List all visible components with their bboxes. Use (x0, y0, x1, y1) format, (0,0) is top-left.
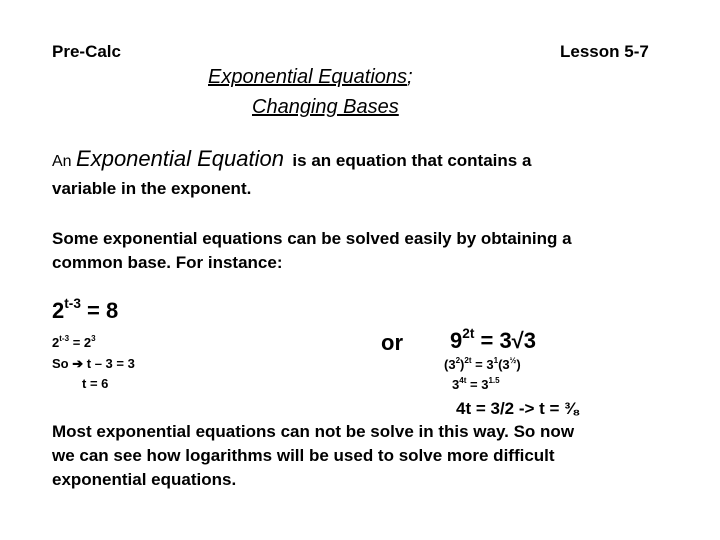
title-line2: Changing Bases (252, 96, 399, 118)
example1-eq-exponent: t-3 (64, 295, 81, 311)
example2-step2-b: = 3 (466, 377, 489, 392)
example2-step1-d: (3 (498, 357, 510, 372)
example2-step1-b-exp: 2t (464, 355, 472, 365)
example2-step1-c-exp: 1 (493, 355, 499, 365)
example1-step1-base: 2 (52, 335, 60, 350)
example1-eq-base: 2 (52, 298, 65, 323)
example2-eq-rest: = 3√3 (474, 328, 536, 353)
example1-step2-so: So (52, 356, 73, 371)
example2-step2 (452, 377, 500, 392)
example2-step1-e: ) (516, 357, 521, 372)
title-line1 (208, 66, 413, 89)
example2-step3: 4t = 3/2 -> t = ⅜ (456, 399, 579, 418)
example2-eq-base: 9 (450, 328, 463, 353)
definition-line1 (52, 146, 531, 172)
example1-step1 (52, 335, 96, 350)
example2-eq-exponent: 2t (462, 325, 475, 341)
definition-prefix: An (52, 153, 72, 170)
conclusion-line3: exponential equations. (52, 470, 237, 489)
example1-equation (52, 295, 119, 324)
course-label: Pre-Calc (52, 42, 121, 61)
example1-step1-exp: t-3 (59, 333, 70, 343)
example2-step1-d-exp: ½ (509, 355, 517, 365)
intro-line2: common base. For instance: (52, 253, 283, 272)
definition-term: Exponential Equation (76, 146, 284, 171)
example2-step2-b-exp: 1.5 (488, 375, 500, 385)
example2-equation (450, 325, 536, 354)
example1-eq-rest: = 8 (80, 298, 119, 323)
example1-step2-rest: t – 3 = 3 (83, 356, 135, 371)
conclusion-line2: we can see how logarithms will be used to solve more difficult (52, 446, 555, 465)
example2-step2-a: 3 (452, 377, 460, 392)
example1-step2 (52, 356, 135, 372)
arrow-right-icon: ➔ (72, 356, 84, 371)
example2-step1-a-exp: 2 (455, 355, 461, 365)
lesson-label: Lesson 5-7 (560, 42, 649, 61)
example1-step3: t = 6 (82, 376, 109, 391)
conclusion-line1: Most exponential equations can not be solve in this way. So now (52, 422, 575, 441)
example2-step1-b: ) (460, 357, 465, 372)
definition-line2: variable in the exponent. (52, 179, 252, 198)
title-line1-text: Exponential Equations (208, 66, 408, 88)
intro-line1: Some exponential equations can be solved easily by obtaining a (52, 229, 572, 248)
title-line1-punct: ; (407, 66, 413, 88)
example2-step2-a-exp: 4t (459, 375, 467, 385)
or-word: or (381, 330, 403, 355)
example2-step1-c: = 3 (471, 357, 494, 372)
example2-step1 (444, 357, 521, 372)
example2-step1-a: (3 (444, 357, 456, 372)
example1-step1-mid: = 2 (69, 335, 92, 350)
example1-step1-exp2: 3 (91, 333, 96, 343)
definition-rest: is an equation that contains a (292, 151, 532, 170)
